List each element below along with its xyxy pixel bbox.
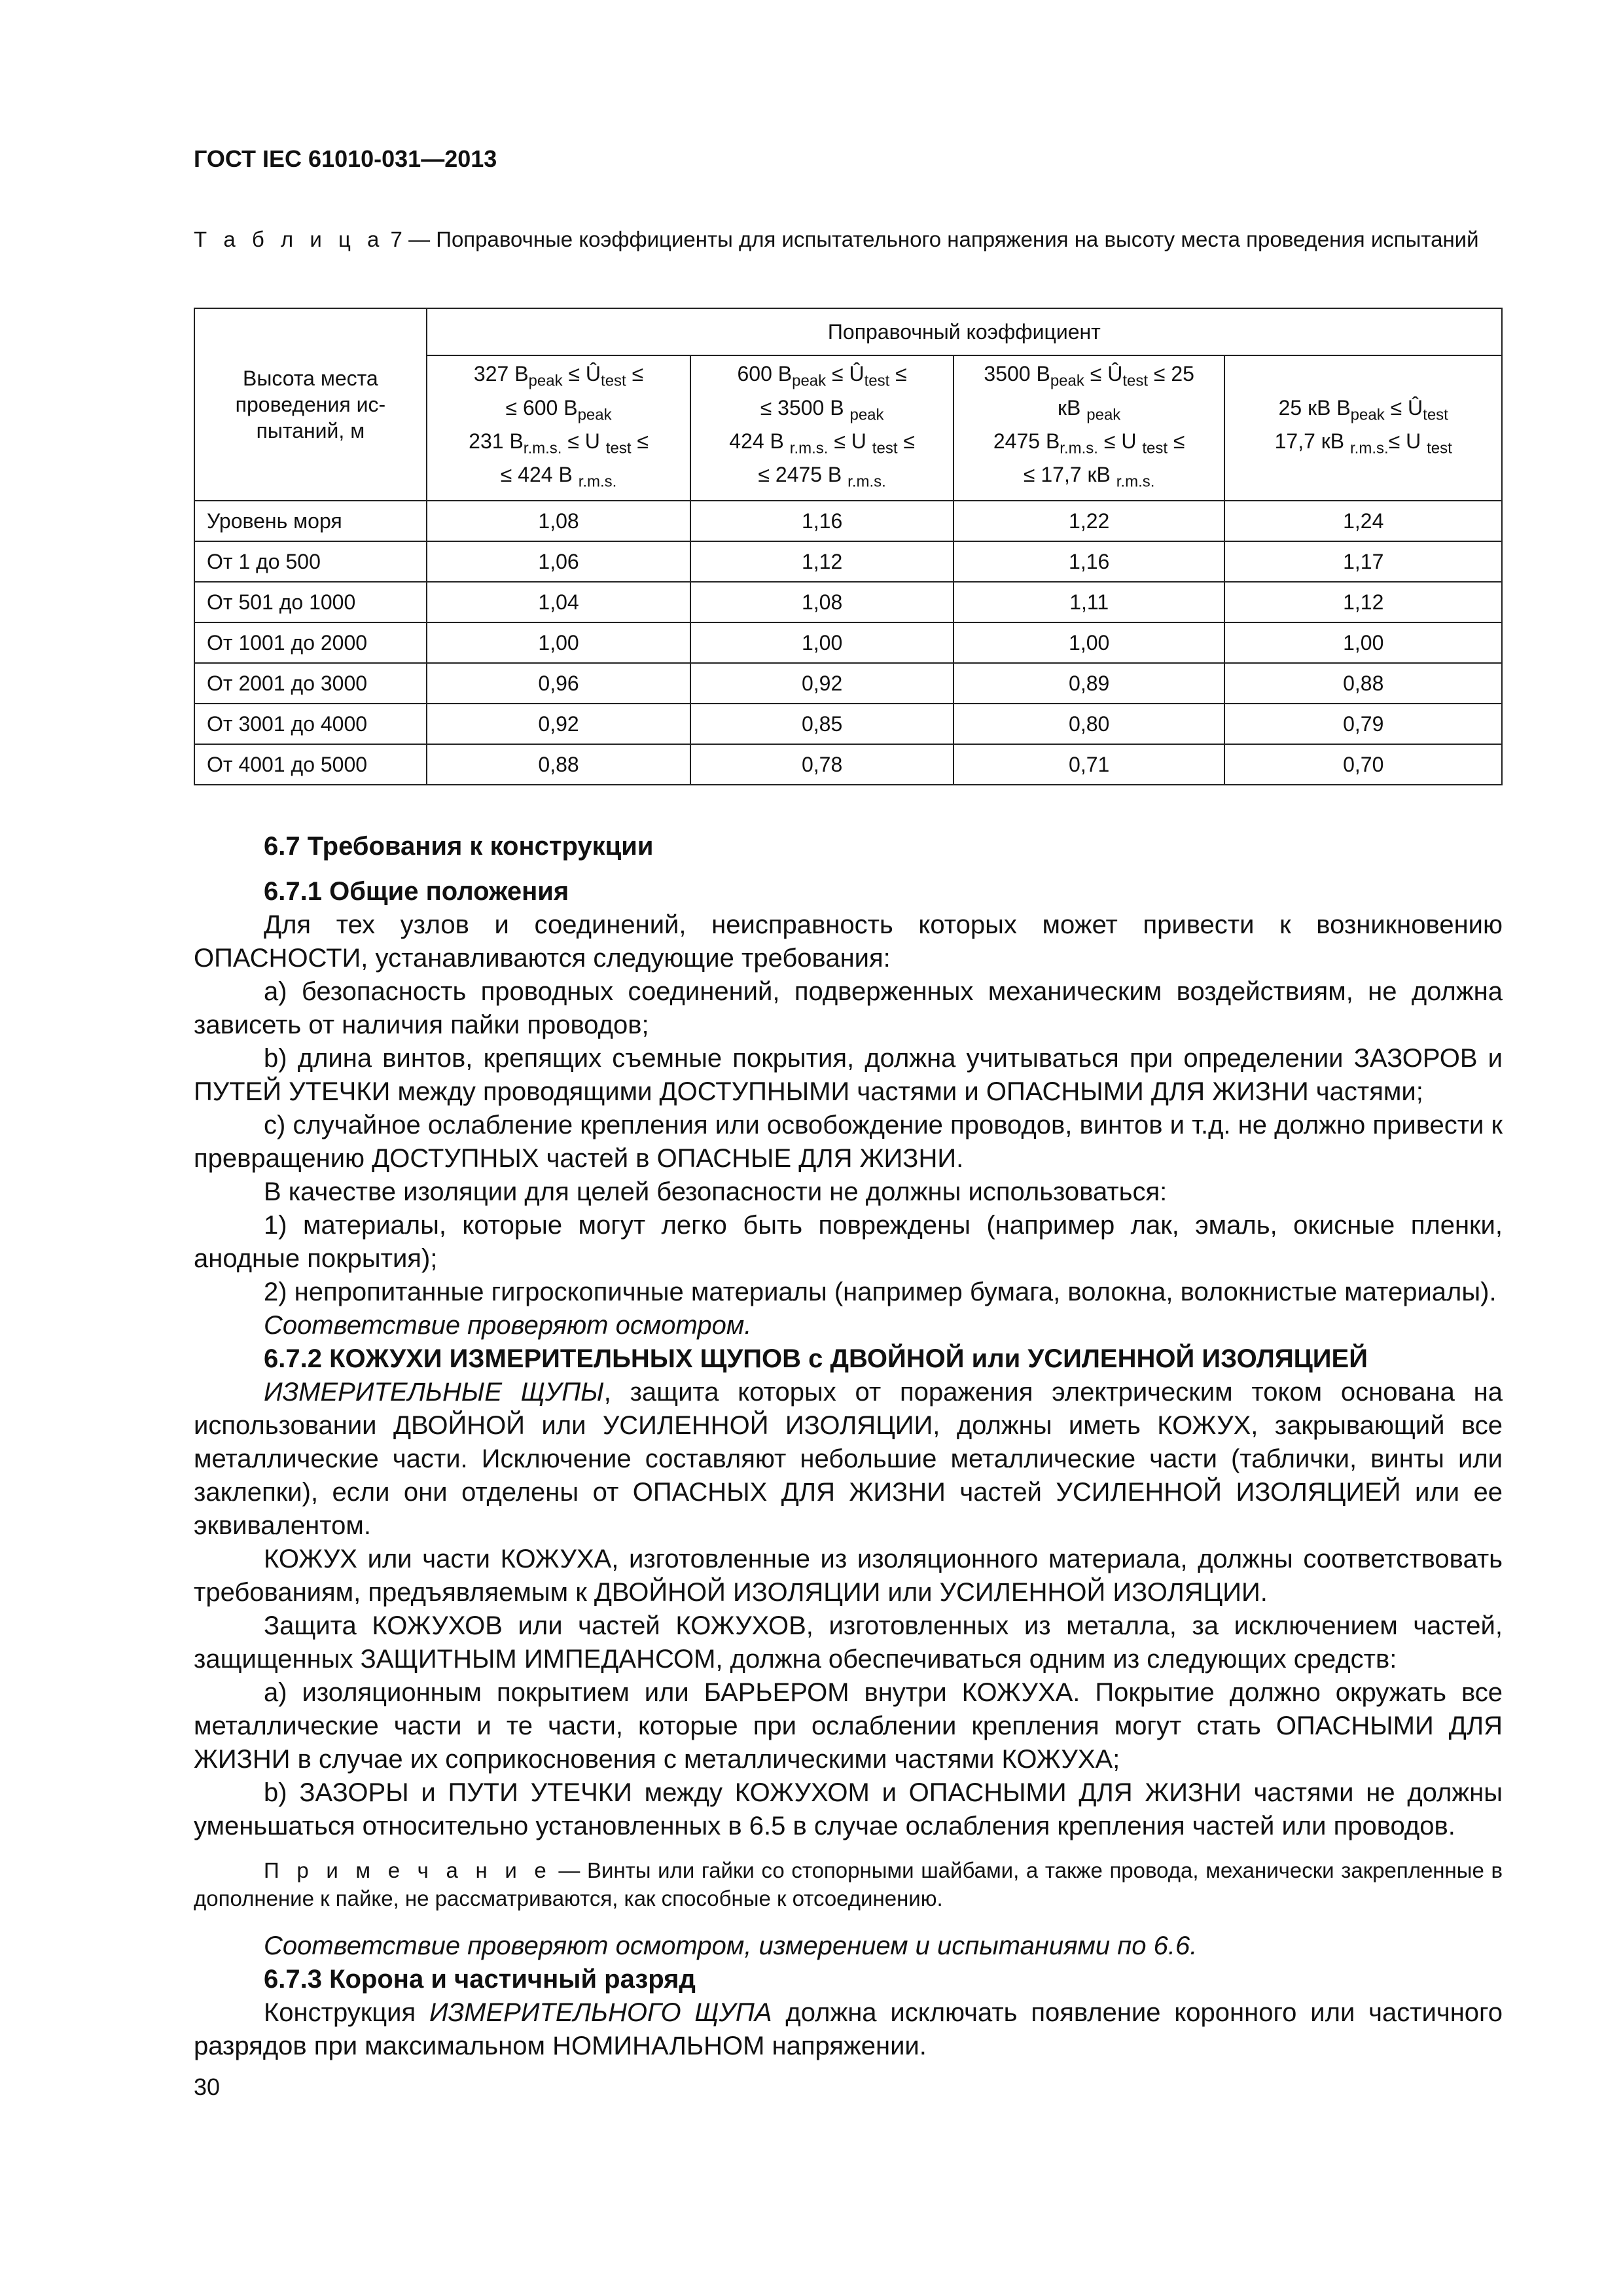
term-italic: ИЗМЕРИТЕЛЬНОГО ЩУПА [429,1998,772,2027]
coefficient-cell: 0,88 [1224,663,1502,704]
coefficient-cell: 1,12 [690,541,954,582]
header-altitude: Высота места проведения ис- пытаний, м [194,308,427,501]
header-text: ≤ 424 В [500,463,579,487]
coefficient-cell: 1,16 [690,501,954,541]
header-text: 424 В [729,429,790,453]
table-row [194,622,1502,663]
header-voltage-range [427,355,691,501]
subscript: r.m.s. [1116,473,1155,491]
header-text: ≤ [631,429,649,453]
header-text: ≤ [626,362,644,386]
compliance-note: Соответствие проверяют осмотром, измерением и испытаниями по 6.6. [264,1931,1198,1960]
coefficient-cell: 1,16 [954,541,1225,582]
table-row [194,582,1502,622]
table-row [194,663,1502,704]
coefficient-cell: 1,00 [954,622,1225,663]
coefficient-cell: 0,79 [1224,704,1502,744]
header-text: 2475 В [993,429,1060,453]
list-item-b: b) длина винтов, крепящих съемные покрытия, должна учитываться при определении ЗАЗОРОВ и ПУТЕЙ УТЕЧКИ между проводящими ДОСТУПНЫМИ частями и ОПАСНЫМИ ДЛЯ ЖИЗНИ частями; [194,1044,1503,1106]
page-number: 30 [194,2073,221,2100]
coefficient-cell: 1,00 [1224,622,1502,663]
coefficient-cell: 1,24 [1224,501,1502,541]
header-text: ≤ 2475 В [758,463,848,487]
subscript: r.m.s. [578,473,617,491]
header-text: ≤ Û [826,362,865,386]
note [194,1856,1503,1912]
subscript: peak [849,406,884,423]
header-text: ≤ Û [1084,362,1123,386]
coefficient-cell: 0,96 [427,663,691,704]
term-italic: ИЗМЕРИТЕЛЬНЫЕ ЩУПЫ [264,1378,604,1407]
coefficient-cell: 1,08 [690,582,954,622]
subscript: peak [1350,406,1385,423]
coefficient-cell: 1,22 [954,501,1225,541]
subscript: peak [1050,372,1084,390]
header-text: кВ [1058,395,1087,420]
coefficient-cell: 0,89 [954,663,1225,704]
coefficient-cell: 1,00 [690,622,954,663]
paragraph-text: Конструкция [264,1998,430,2027]
table-caption [194,224,1499,254]
header-text: 600 В [737,362,793,386]
header-text: ≤ 3500 В [760,395,850,420]
table-caption-prefix: Т а б л и ц а [194,227,385,251]
document-header: ГОСТ IEC 61010-031—2013 [194,145,497,172]
header-voltage-range [954,355,1225,501]
altitude-cell: От 4001 до 5000 [194,744,427,785]
coefficient-cell: 0,78 [690,744,954,785]
correction-factor-table [194,308,1503,785]
paragraph: Защита КОЖУХОВ или частей КОЖУХОВ, изготовленных из металла, за исключением частей, защищенных ЗАЩИТНЫМ ИМПЕДАНСОМ, должна обеспечиваться одним из следующих средств: [194,1611,1503,1674]
subscript: r.m.s. [1060,439,1098,457]
subscript: test [872,439,898,457]
list-item-a: a) изоляционным покрытием или БАРЬЕРОМ внутри КОЖУХА. Покрытие должно окружать все металлические части и те части, которые при ослаблении крепления могут стать ОПАСНЫМИ ДЛЯ ЖИЗНИ в случае их соприкосновения с металлическими частями КОЖУХА; [194,1678,1503,1774]
subscript: test [601,372,626,390]
paragraph: Для тех узлов и соединений, неисправность которых может привести к возникновению ОПАСНОСТИ, устанавливаются следующие требования: [194,910,1503,973]
header-text: ≤ Û [562,362,601,386]
note-text: — Винты или гайки со стопорными шайбами, а также провода, механически закрепленные в дополнение к пайке, не рассматриваются, как способные к отсоединению. [194,1858,1503,1910]
subscript: test [864,372,890,390]
coefficient-cell: 0,92 [690,663,954,704]
subscript: test [1142,439,1168,457]
coefficient-cell: 0,85 [690,704,954,744]
list-item-2: 2) непропитанные гигроскопичные материалы (например бумага, волокна, волокнистые материалы). [264,1278,1497,1306]
section-6-7-1-title: 6.7.1 Общие положения [264,877,569,906]
subscript: test [1423,406,1448,423]
header-text: ≤ U [1388,429,1427,453]
subscript: r.m.s. [1350,439,1389,457]
compliance-note: Соответствие проверяют осмотром. [264,1311,752,1340]
list-item-c: c) случайное ослабление крепления или освобождение проводов, винтов и т.д. не должно привести к превращению ДОСТУПНЫХ частей в ОПАСНЫЕ ДЛЯ ЖИЗНИ. [194,1111,1503,1173]
table-caption-text: 7 — Поправочные коэффициенты для испытательного напряжения на высоту места проведения испытаний [384,227,1479,251]
altitude-cell: От 3001 до 4000 [194,704,427,744]
paragraph-text: должна исключать появление коронного или частичного разрядов при максимальном НОМИНАЛЬНОМ напряжении. [194,1998,1503,2060]
subscript: r.m.s. [847,473,886,491]
header-text: ≤ U [1097,429,1143,453]
list-item-b: b) ЗАЗОРЫ и ПУТИ УТЕЧКИ между КОЖУХОМ и ОПАСНЫМИ ДЛЯ ЖИЗНИ частями не должны уменьшаться относительно установленных в 6.5 в случае ослабления крепления частей или проводов. [194,1778,1503,1840]
section-6-7-2-title: 6.7.2 КОЖУХИ ИЗМЕРИТЕЛЬНЫХ ЩУПОВ с ДВОЙНОЙ или УСИЛЕННОЙ ИЗОЛЯЦИЕЙ [264,1344,1368,1373]
subscript: test [1122,372,1148,390]
header-text: ≤ Û [1384,395,1423,420]
coefficient-cell: 1,00 [427,622,691,663]
header-text: ≤ [897,429,915,453]
header-text: 17,7 кВ [1274,429,1351,453]
subscript: peak [792,372,827,390]
subscript: peak [577,406,612,423]
table-row [194,541,1502,582]
header-text: 327 В [473,362,529,386]
note-prefix: П р и м е ч а н и е [264,1858,552,1882]
header-text: ≤ U [562,429,606,453]
header-text: ≤ U [828,429,872,453]
section-6-7-title: 6.7 Требования к конструкции [264,832,654,861]
coefficient-cell: 1,17 [1224,541,1502,582]
section-6-7 [194,830,1503,2063]
header-correction-factor: Поправочный коэффициент [427,308,1502,355]
subscript: peak [528,372,563,390]
paragraph [194,1376,1503,1543]
header-voltage-range [690,355,954,501]
table-row [194,704,1502,744]
coefficient-cell: 1,06 [427,541,691,582]
coefficient-cell: 1,11 [954,582,1225,622]
altitude-cell: От 1 до 500 [194,541,427,582]
header-text: ≤ 600 В [505,395,578,420]
paragraph-text: , защита которых от поражения электрическим током основана на использовании ДВОЙНОЙ или УСИЛЕННОЙ ИЗОЛЯЦИИ, должны иметь КОЖУХ, закрывающий все металлические части. Исключение составляют небольшие металлические части (таблички, винты или заклепки), если они отделены от ОПАСНЫХ ДЛЯ ЖИЗНИ частей УСИЛЕННОЙ ИЗОЛЯЦИЕЙ или ее эквивалентом. [194,1378,1503,1540]
subscript: peak [1086,406,1121,423]
header-text: ≤ [889,362,907,386]
header-text: ≤ 25 [1148,362,1194,386]
header-text: ≤ [1168,429,1185,453]
altitude-cell: От 2001 до 3000 [194,663,427,704]
subscript: test [1427,439,1452,457]
header-text: 3500 В [984,362,1050,386]
coefficient-cell: 0,71 [954,744,1225,785]
section-6-7-3-title: 6.7.3 Корона и частичный разряд [264,1965,696,1994]
subscript: r.m.s. [523,439,562,457]
coefficient-cell: 0,92 [427,704,691,744]
header-voltage-range [1224,355,1502,501]
coefficient-cell: 1,12 [1224,582,1502,622]
subscript: r.m.s. [789,439,829,457]
coefficient-cell: 1,08 [427,501,691,541]
coefficient-cell: 1,04 [427,582,691,622]
coefficient-cell: 0,80 [954,704,1225,744]
header-text: 25 кВ В [1278,395,1351,420]
altitude-cell: Уровень моря [194,501,427,541]
subscript: test [605,439,632,457]
paragraph [194,1996,1503,2063]
list-item-a: a) безопасность проводных соединений, подверженных механическим воздействиям, не должна зависеть от наличия пайки проводов; [194,977,1503,1039]
paragraph: КОЖУХ или части КОЖУХА, изготовленные из изоляционного материала, должны соответствовать требованиям, предъявляемым к ДВОЙНОЙ ИЗОЛЯЦИИ или УСИЛЕННОЙ ИЗОЛЯЦИИ. [194,1545,1503,1607]
coefficient-cell: 0,88 [427,744,691,785]
table-row [194,744,1502,785]
coefficient-cell: 0,70 [1224,744,1502,785]
paragraph: В качестве изоляции для целей безопасности не должны использоваться: [264,1177,1168,1206]
header-text: 231 В [469,429,524,453]
header-text: ≤ 17,7 кВ [1023,463,1116,487]
altitude-cell: От 1001 до 2000 [194,622,427,663]
table-row [194,501,1502,541]
list-item-1: 1) материалы, которые могут легко быть повреждены (например лак, эмаль, окисные пленки, анодные покрытия); [194,1211,1503,1273]
altitude-cell: От 501 до 1000 [194,582,427,622]
